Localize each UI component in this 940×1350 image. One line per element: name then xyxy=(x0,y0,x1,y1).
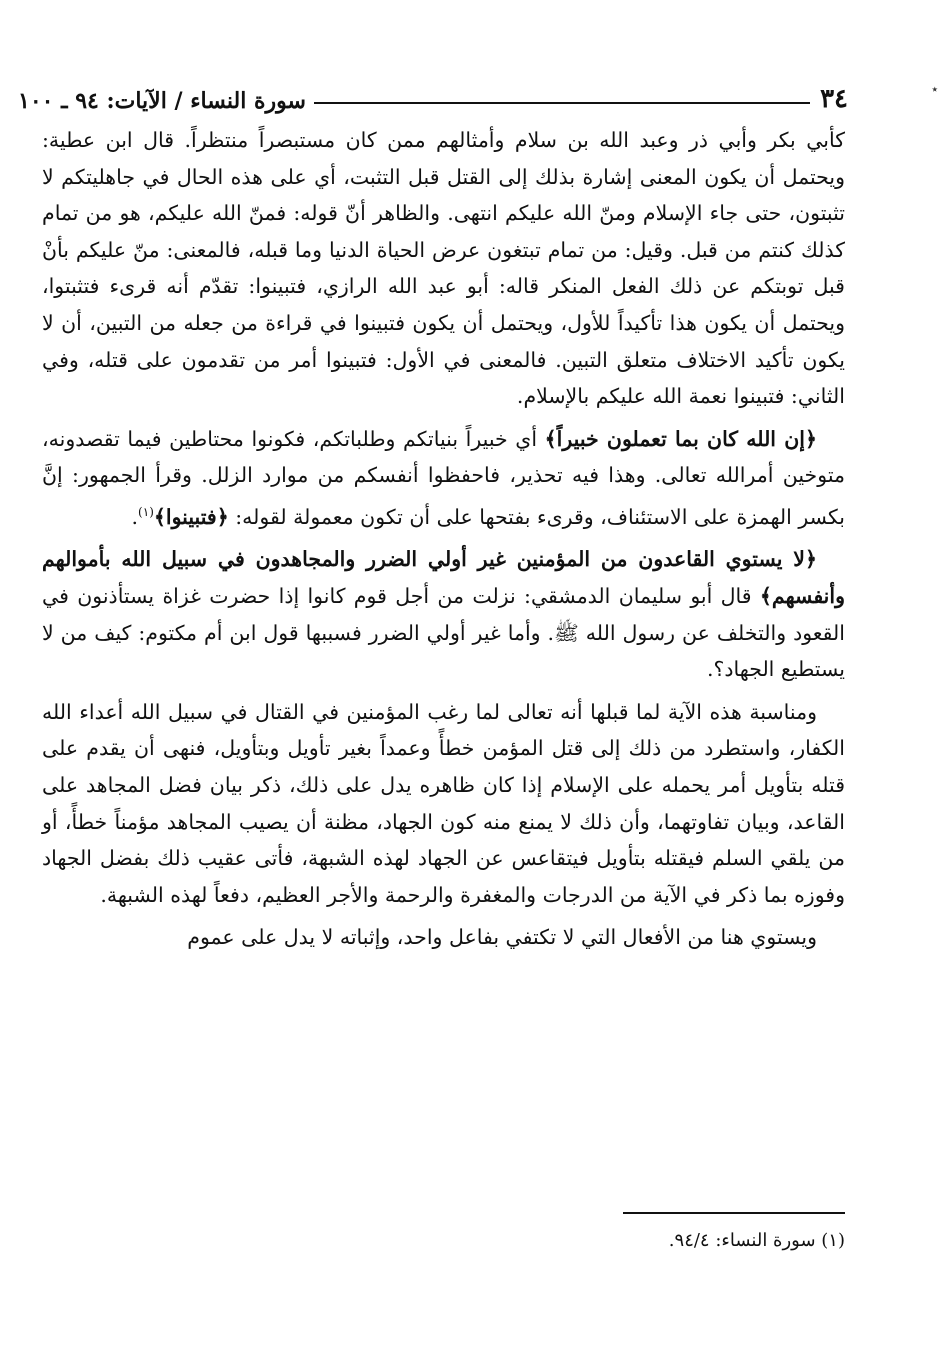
quran-verse: ﴿إن الله كان بما تعملون خبيراً﴾ xyxy=(544,426,817,451)
footnote-ref: (١) xyxy=(138,504,154,519)
page-number: ٣٤ xyxy=(820,84,848,114)
paragraph-1 xyxy=(42,122,845,415)
quran-verse: ﴿لا يستوي القاعدون من المؤمنين غير أولي الضرر والمجاهدون في سبيل الله بأموالهم وأنفسهم﴾ xyxy=(42,547,845,608)
text-segment: ومناسبة هذه الآية لما قبلها أنه تعالى لما رغب المؤمنين في القتال في سبيل الله أعداء الله الكفار، واستطرد من ذلك إلى قتل المؤمن خطأً وعمداً بغير تأويل وبتأويل، فنهى أن يقدم على قتله بتأويل أمر يحمله على الإسلام إذا كان ظاهره يدل على ذلك، ذكر بيان فضل المجاهد على القاعد، وبيان تفاوتهما، وأن ذلك لا يمنع منه كون الجهاد، مظنة أن يصيب المجاهد مؤمناً خطأً، أو من يلقي السلم فيقتله بتأويل فيتقاعس عن الجهاد لهذه الشبهة، فأتى عقيب ذلك بفضل الجهاد وفوزه بما ذكر في الآية من الدرجات والمغفرة والرحمة والأجر العظيم، دفعاً لهذه الشبهة. xyxy=(42,699,845,907)
paragraph-5 xyxy=(42,919,845,956)
header-rule xyxy=(314,102,810,104)
running-head: سورة النساء / الآيات: ٩٤ ـ ١٠٠ xyxy=(18,88,306,114)
text-segment: قال أبو سليمان الدمشقي: نزلت من أجل قوم كانوا إذا حضرت غزاة يستأذنون في القعود والتخلف عن رسول الله ﷺ. وأما غير أولي الضرر فسببها قول ابن أم مكتوم: كيف من لا يستطيع الجهاد؟. xyxy=(42,583,845,682)
corner-mark: ٭ xyxy=(931,82,938,96)
quran-verse: ﴿فتبينوا﴾ xyxy=(153,504,229,529)
footnote: (١) سورة النساء: ٩٤/٤. xyxy=(668,1230,845,1251)
paragraph-3 xyxy=(42,541,845,687)
text-segment: ويستوي هنا من الأفعال التي لا تكتفي بفاعل واحد، وإثباته لا يدل على عموم xyxy=(187,925,817,950)
body-text xyxy=(42,122,845,962)
page-header xyxy=(18,74,848,114)
footnote-rule xyxy=(623,1212,845,1214)
text-segment: أي خبيراً بنياتكم وطلباتكم، فكونوا محتاطين فيما تقصدونه، متوخين أمرالله تعالى. وهذا فيه تحذير، فاحفظوا أنفسكم من موارد الزلل. وقرأ الجمهور: إنَّ بكسر الهمزة على الاستئناف، وقرىء بفتحها على أن تكون معمولة لقوله: xyxy=(42,426,845,529)
text-segment: . xyxy=(131,504,139,529)
paragraph-4 xyxy=(42,694,845,914)
text-segment: كأبي بكر وأبي ذر وعبد الله بن سلام وأمثالهم ممن كان مستبصراً منتظراً. قال ابن عطية: ويحتمل أن يكون المعنى إشارة بذلك إلى القتل قبل التثبت، أي على هذه الحال في جاهليتكم لا تثبتون، حتى جاء الإسلام ومنّ الله عليكم انتهى. والظاهر أنّ قوله: فمنّ الله عليكم، هو من تمام كذلك كنتم من قبل. وقيل: من تمام تبتغون عرض الحياة الدنيا وما قبله، فالمعنى: منّ عليكم بأنْ قبل توبتكم عن ذلك الفعل المنكر قاله: أبو عبد الله الرازي، فتبينوا: تقدّم أنه قرىء فتثبتوا، ويحتمل أن يكون هذا تأكيداً للأول، ويحتمل أن يكون فتبينوا في قراءة من جعله من التبين، أن لا يكون تأكيد الاختلاف متعلق التبين. فالمعنى في الأول: فتبينوا أمر من تقدمون على قتله، وفي الثاني: فتبينوا نعمة الله عليكم بالإسلام. xyxy=(42,128,845,409)
paragraph-2 xyxy=(42,421,845,536)
